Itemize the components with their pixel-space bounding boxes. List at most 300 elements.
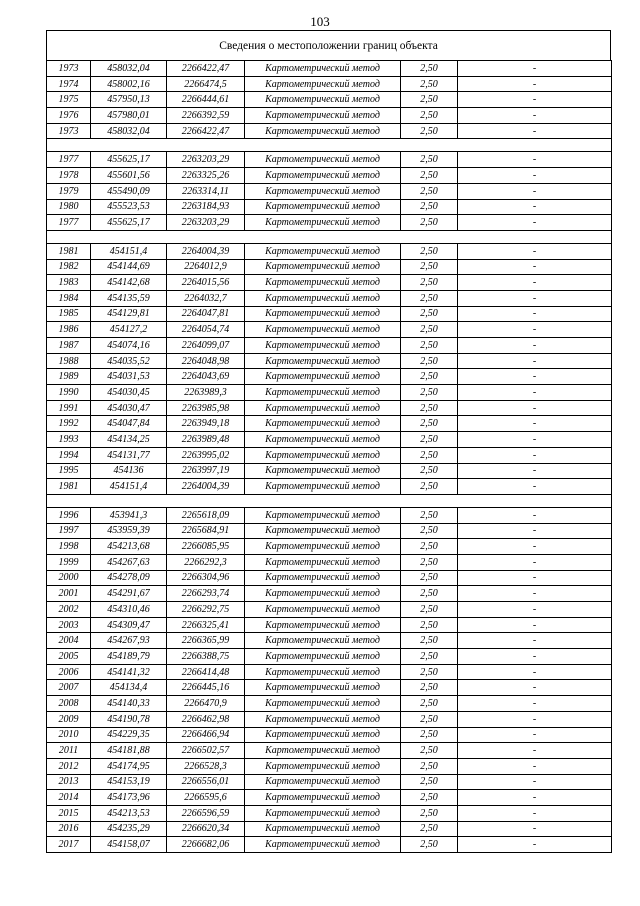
accuracy-cell: 2,50	[401, 602, 458, 618]
description-cell: -	[458, 805, 612, 821]
point-number-cell: 1995	[47, 463, 91, 479]
method-cell: Картометрический метод	[245, 306, 401, 322]
method-cell: Картометрический метод	[245, 586, 401, 602]
accuracy-cell: 2,50	[401, 539, 458, 555]
y-coordinate-cell: 2265684,91	[167, 523, 245, 539]
method-cell: Картометрический метод	[245, 664, 401, 680]
x-coordinate-cell: 454135,59	[91, 290, 167, 306]
y-coordinate-cell: 2266444,61	[167, 92, 245, 108]
point-number-cell: 2005	[47, 649, 91, 665]
y-coordinate-cell: 2263949,18	[167, 416, 245, 432]
y-coordinate-cell: 2263184,93	[167, 199, 245, 215]
accuracy-cell: 2,50	[401, 507, 458, 523]
x-coordinate-cell: 454174,95	[91, 758, 167, 774]
point-number-cell: 1981	[47, 479, 91, 495]
description-cell: -	[458, 711, 612, 727]
separator-cell	[47, 139, 612, 152]
description-cell: -	[458, 353, 612, 369]
table-row	[47, 774, 612, 790]
table-row	[47, 432, 612, 448]
point-number-cell: 1983	[47, 275, 91, 291]
method-cell: Картометрический метод	[245, 338, 401, 354]
y-coordinate-cell: 2266085,95	[167, 539, 245, 555]
method-cell: Картометрический метод	[245, 554, 401, 570]
x-coordinate-cell: 458002,16	[91, 76, 167, 92]
accuracy-cell: 2,50	[401, 168, 458, 184]
description-cell: -	[458, 523, 612, 539]
x-coordinate-cell: 454173,96	[91, 790, 167, 806]
description-cell: -	[458, 92, 612, 108]
method-cell: Картометрический метод	[245, 523, 401, 539]
x-coordinate-cell: 454035,52	[91, 353, 167, 369]
description-cell: -	[458, 586, 612, 602]
table-row	[47, 215, 612, 231]
point-number-cell: 1980	[47, 199, 91, 215]
description-cell: -	[458, 479, 612, 495]
description-cell: -	[458, 447, 612, 463]
y-coordinate-cell: 2264032,7	[167, 290, 245, 306]
x-coordinate-cell: 454267,63	[91, 554, 167, 570]
point-number-cell: 1988	[47, 353, 91, 369]
accuracy-cell: 2,50	[401, 338, 458, 354]
description-cell: -	[458, 774, 612, 790]
point-number-cell: 1975	[47, 92, 91, 108]
table-row	[47, 758, 612, 774]
description-cell: -	[458, 664, 612, 680]
description-cell: -	[458, 290, 612, 306]
description-cell: -	[458, 727, 612, 743]
point-number-cell: 1984	[47, 290, 91, 306]
table-row	[47, 554, 612, 570]
point-number-cell: 1978	[47, 168, 91, 184]
accuracy-cell: 2,50	[401, 416, 458, 432]
y-coordinate-cell: 2264043,69	[167, 369, 245, 385]
accuracy-cell: 2,50	[401, 790, 458, 806]
accuracy-cell: 2,50	[401, 649, 458, 665]
method-cell: Картометрический метод	[245, 680, 401, 696]
method-cell: Картометрический метод	[245, 416, 401, 432]
description-cell: -	[458, 790, 612, 806]
description-cell: -	[458, 432, 612, 448]
method-cell: Картометрический метод	[245, 570, 401, 586]
y-coordinate-cell: 2263203,29	[167, 152, 245, 168]
method-cell: Картометрический метод	[245, 215, 401, 231]
y-coordinate-cell: 2264004,39	[167, 479, 245, 495]
method-cell: Картометрический метод	[245, 290, 401, 306]
table-row	[47, 837, 612, 853]
accuracy-cell: 2,50	[401, 369, 458, 385]
accuracy-cell: 2,50	[401, 215, 458, 231]
x-coordinate-cell: 454189,79	[91, 649, 167, 665]
y-coordinate-cell: 2266595,6	[167, 790, 245, 806]
accuracy-cell: 2,50	[401, 432, 458, 448]
method-cell: Картометрический метод	[245, 369, 401, 385]
group-separator-row	[47, 494, 612, 507]
accuracy-cell: 2,50	[401, 664, 458, 680]
point-number-cell: 1993	[47, 432, 91, 448]
table-row	[47, 523, 612, 539]
description-cell: -	[458, 400, 612, 416]
accuracy-cell: 2,50	[401, 633, 458, 649]
x-coordinate-cell: 454158,07	[91, 837, 167, 853]
point-number-cell: 2001	[47, 586, 91, 602]
x-coordinate-cell: 454310,46	[91, 602, 167, 618]
method-cell: Картометрический метод	[245, 602, 401, 618]
description-cell: -	[458, 416, 612, 432]
description-cell: -	[458, 168, 612, 184]
method-cell: Картометрический метод	[245, 479, 401, 495]
y-coordinate-cell: 2263997,19	[167, 463, 245, 479]
accuracy-cell: 2,50	[401, 400, 458, 416]
page-number: 103	[310, 14, 330, 29]
y-coordinate-cell: 2266392,59	[167, 108, 245, 124]
point-number-cell: 1990	[47, 385, 91, 401]
table-row	[47, 649, 612, 665]
y-coordinate-cell: 2266292,3	[167, 554, 245, 570]
accuracy-cell: 2,50	[401, 805, 458, 821]
accuracy-cell: 2,50	[401, 152, 458, 168]
x-coordinate-cell: 455625,17	[91, 152, 167, 168]
y-coordinate-cell: 2266620,34	[167, 821, 245, 837]
x-coordinate-cell: 455490,09	[91, 183, 167, 199]
method-cell: Картометрический метод	[245, 275, 401, 291]
y-coordinate-cell: 2264015,56	[167, 275, 245, 291]
x-coordinate-cell: 454030,45	[91, 385, 167, 401]
accuracy-cell: 2,50	[401, 123, 458, 139]
method-cell: Картометрический метод	[245, 821, 401, 837]
point-number-cell: 2008	[47, 696, 91, 712]
description-cell: -	[458, 633, 612, 649]
description-cell: -	[458, 743, 612, 759]
x-coordinate-cell: 454153,19	[91, 774, 167, 790]
table-row	[47, 633, 612, 649]
x-coordinate-cell: 454151,4	[91, 243, 167, 259]
method-cell: Картометрический метод	[245, 152, 401, 168]
point-number-cell: 2004	[47, 633, 91, 649]
method-cell: Картометрический метод	[245, 108, 401, 124]
description-cell: -	[458, 306, 612, 322]
method-cell: Картометрический метод	[245, 400, 401, 416]
x-coordinate-cell: 454278,09	[91, 570, 167, 586]
table-row	[47, 805, 612, 821]
x-coordinate-cell: 454047,84	[91, 416, 167, 432]
method-cell: Картометрический метод	[245, 507, 401, 523]
table-row	[47, 539, 612, 555]
y-coordinate-cell: 2264012,9	[167, 259, 245, 275]
x-coordinate-cell: 454129,81	[91, 306, 167, 322]
method-cell: Картометрический метод	[245, 447, 401, 463]
accuracy-cell: 2,50	[401, 259, 458, 275]
table-row	[47, 199, 612, 215]
x-coordinate-cell: 454127,2	[91, 322, 167, 338]
method-cell: Картометрический метод	[245, 758, 401, 774]
table-row	[47, 168, 612, 184]
x-coordinate-cell: 454144,69	[91, 259, 167, 275]
point-number-cell: 1994	[47, 447, 91, 463]
x-coordinate-cell: 455625,17	[91, 215, 167, 231]
point-number-cell: 1973	[47, 123, 91, 139]
separator-cell	[47, 230, 612, 243]
description-cell: -	[458, 385, 612, 401]
point-number-cell: 2009	[47, 711, 91, 727]
method-cell: Картометрический метод	[245, 123, 401, 139]
method-cell: Картометрический метод	[245, 727, 401, 743]
x-coordinate-cell: 455523,53	[91, 199, 167, 215]
point-number-cell: 2013	[47, 774, 91, 790]
point-number-cell: 1992	[47, 416, 91, 432]
table-row	[47, 306, 612, 322]
accuracy-cell: 2,50	[401, 61, 458, 77]
table-row	[47, 338, 612, 354]
point-number-cell: 1974	[47, 76, 91, 92]
accuracy-cell: 2,50	[401, 463, 458, 479]
description-cell: -	[458, 183, 612, 199]
accuracy-cell: 2,50	[401, 554, 458, 570]
table-row	[47, 123, 612, 139]
point-number-cell: 2012	[47, 758, 91, 774]
x-coordinate-cell: 453959,39	[91, 523, 167, 539]
point-number-cell: 2015	[47, 805, 91, 821]
point-number-cell: 2010	[47, 727, 91, 743]
method-cell: Картометрический метод	[245, 743, 401, 759]
point-number-cell: 1991	[47, 400, 91, 416]
x-coordinate-cell: 457950,13	[91, 92, 167, 108]
method-cell: Картометрический метод	[245, 199, 401, 215]
table-row	[47, 259, 612, 275]
table-row	[47, 617, 612, 633]
point-number-cell: 1989	[47, 369, 91, 385]
description-cell: -	[458, 243, 612, 259]
x-coordinate-cell: 454309,47	[91, 617, 167, 633]
table-row	[47, 92, 612, 108]
table-row	[47, 586, 612, 602]
accuracy-cell: 2,50	[401, 275, 458, 291]
y-coordinate-cell: 2266502,57	[167, 743, 245, 759]
x-coordinate-cell: 454235,29	[91, 821, 167, 837]
x-coordinate-cell: 454031,53	[91, 369, 167, 385]
point-number-cell: 2016	[47, 821, 91, 837]
accuracy-cell: 2,50	[401, 696, 458, 712]
y-coordinate-cell: 2266414,48	[167, 664, 245, 680]
method-cell: Картометрический метод	[245, 774, 401, 790]
accuracy-cell: 2,50	[401, 774, 458, 790]
table-row	[47, 570, 612, 586]
point-number-cell: 1987	[47, 338, 91, 354]
point-number-cell: 1977	[47, 152, 91, 168]
table-row	[47, 447, 612, 463]
point-number-cell: 2017	[47, 837, 91, 853]
description-cell: -	[458, 507, 612, 523]
table-row	[47, 463, 612, 479]
y-coordinate-cell: 2266422,47	[167, 61, 245, 77]
table-row	[47, 152, 612, 168]
x-coordinate-cell: 454131,77	[91, 447, 167, 463]
accuracy-cell: 2,50	[401, 322, 458, 338]
y-coordinate-cell: 2264099,07	[167, 338, 245, 354]
table-body	[47, 61, 612, 853]
table-row	[47, 108, 612, 124]
method-cell: Картометрический метод	[245, 633, 401, 649]
y-coordinate-cell: 2266470,9	[167, 696, 245, 712]
point-number-cell: 1999	[47, 554, 91, 570]
accuracy-cell: 2,50	[401, 108, 458, 124]
y-coordinate-cell: 2266293,74	[167, 586, 245, 602]
accuracy-cell: 2,50	[401, 837, 458, 853]
point-number-cell: 1981	[47, 243, 91, 259]
accuracy-cell: 2,50	[401, 479, 458, 495]
x-coordinate-cell: 454134,4	[91, 680, 167, 696]
method-cell: Картометрический метод	[245, 790, 401, 806]
y-coordinate-cell: 2265618,09	[167, 507, 245, 523]
point-number-cell: 1979	[47, 183, 91, 199]
table-row	[47, 743, 612, 759]
description-cell: -	[458, 275, 612, 291]
description-cell: -	[458, 259, 612, 275]
accuracy-cell: 2,50	[401, 680, 458, 696]
method-cell: Картометрический метод	[245, 183, 401, 199]
x-coordinate-cell: 454140,33	[91, 696, 167, 712]
point-number-cell: 1973	[47, 61, 91, 77]
description-cell: -	[458, 123, 612, 139]
point-number-cell: 2002	[47, 602, 91, 618]
y-coordinate-cell: 2266596,59	[167, 805, 245, 821]
y-coordinate-cell: 2266292,75	[167, 602, 245, 618]
y-coordinate-cell: 2266474,5	[167, 76, 245, 92]
accuracy-cell: 2,50	[401, 76, 458, 92]
table-row	[47, 680, 612, 696]
accuracy-cell: 2,50	[401, 385, 458, 401]
y-coordinate-cell: 2266304,96	[167, 570, 245, 586]
y-coordinate-cell: 2266556,01	[167, 774, 245, 790]
description-cell: -	[458, 649, 612, 665]
point-number-cell: 2014	[47, 790, 91, 806]
point-number-cell: 2003	[47, 617, 91, 633]
table-row	[47, 385, 612, 401]
group-separator-row	[47, 139, 612, 152]
table-row	[47, 61, 612, 77]
method-cell: Картометрический метод	[245, 711, 401, 727]
y-coordinate-cell: 2266682,06	[167, 837, 245, 853]
y-coordinate-cell: 2266466,94	[167, 727, 245, 743]
method-cell: Картометрический метод	[245, 385, 401, 401]
method-cell: Картометрический метод	[245, 168, 401, 184]
accuracy-cell: 2,50	[401, 523, 458, 539]
accuracy-cell: 2,50	[401, 92, 458, 108]
accuracy-cell: 2,50	[401, 290, 458, 306]
x-coordinate-cell: 454142,68	[91, 275, 167, 291]
point-number-cell: 1998	[47, 539, 91, 555]
table-row	[47, 696, 612, 712]
x-coordinate-cell: 454190,78	[91, 711, 167, 727]
table-row	[47, 400, 612, 416]
table-row	[47, 507, 612, 523]
description-cell: -	[458, 338, 612, 354]
x-coordinate-cell: 454134,25	[91, 432, 167, 448]
point-number-cell: 2006	[47, 664, 91, 680]
y-coordinate-cell: 2266325,41	[167, 617, 245, 633]
accuracy-cell: 2,50	[401, 617, 458, 633]
point-number-cell: 1986	[47, 322, 91, 338]
table-row	[47, 369, 612, 385]
y-coordinate-cell: 2264047,81	[167, 306, 245, 322]
x-coordinate-cell: 454141,32	[91, 664, 167, 680]
accuracy-cell: 2,50	[401, 758, 458, 774]
method-cell: Картометрический метод	[245, 322, 401, 338]
x-coordinate-cell: 454229,35	[91, 727, 167, 743]
y-coordinate-cell: 2264054,74	[167, 322, 245, 338]
method-cell: Картометрический метод	[245, 432, 401, 448]
table-row	[47, 322, 612, 338]
description-cell: -	[458, 108, 612, 124]
method-cell: Картометрический метод	[245, 61, 401, 77]
table-row	[47, 821, 612, 837]
table-row	[47, 275, 612, 291]
y-coordinate-cell: 2264048,98	[167, 353, 245, 369]
point-number-cell: 1996	[47, 507, 91, 523]
accuracy-cell: 2,50	[401, 821, 458, 837]
description-cell: -	[458, 758, 612, 774]
description-cell: -	[458, 152, 612, 168]
table-row	[47, 790, 612, 806]
method-cell: Картометрический метод	[245, 463, 401, 479]
x-coordinate-cell: 455601,56	[91, 168, 167, 184]
y-coordinate-cell: 2263325,26	[167, 168, 245, 184]
boundary-table-container	[46, 30, 611, 853]
method-cell: Картометрический метод	[245, 696, 401, 712]
method-cell: Картометрический метод	[245, 539, 401, 555]
group-separator-row	[47, 230, 612, 243]
point-number-cell: 1976	[47, 108, 91, 124]
table-row	[47, 353, 612, 369]
table-row	[47, 416, 612, 432]
y-coordinate-cell: 2263989,48	[167, 432, 245, 448]
table-row	[47, 602, 612, 618]
description-cell: -	[458, 837, 612, 853]
y-coordinate-cell: 2264004,39	[167, 243, 245, 259]
boundary-coordinates-table	[46, 60, 612, 853]
description-cell: -	[458, 463, 612, 479]
method-cell: Картометрический метод	[245, 243, 401, 259]
method-cell: Картометрический метод	[245, 353, 401, 369]
description-cell: -	[458, 539, 612, 555]
description-cell: -	[458, 617, 612, 633]
y-coordinate-cell: 2266388,75	[167, 649, 245, 665]
y-coordinate-cell: 2263995,02	[167, 447, 245, 463]
x-coordinate-cell: 454030,47	[91, 400, 167, 416]
description-cell: -	[458, 570, 612, 586]
description-cell: -	[458, 215, 612, 231]
x-coordinate-cell: 453941,3	[91, 507, 167, 523]
description-cell: -	[458, 554, 612, 570]
point-number-cell: 1985	[47, 306, 91, 322]
y-coordinate-cell: 2266528,3	[167, 758, 245, 774]
table-row	[47, 183, 612, 199]
method-cell: Картометрический метод	[245, 837, 401, 853]
description-cell: -	[458, 696, 612, 712]
description-cell: -	[458, 821, 612, 837]
x-coordinate-cell: 457980,01	[91, 108, 167, 124]
y-coordinate-cell: 2266445,16	[167, 680, 245, 696]
description-cell: -	[458, 602, 612, 618]
x-coordinate-cell: 454151,4	[91, 479, 167, 495]
table-row	[47, 664, 612, 680]
table-row	[47, 479, 612, 495]
accuracy-cell: 2,50	[401, 570, 458, 586]
point-number-cell: 1982	[47, 259, 91, 275]
method-cell: Картометрический метод	[245, 92, 401, 108]
table-row	[47, 290, 612, 306]
y-coordinate-cell: 2266422,47	[167, 123, 245, 139]
